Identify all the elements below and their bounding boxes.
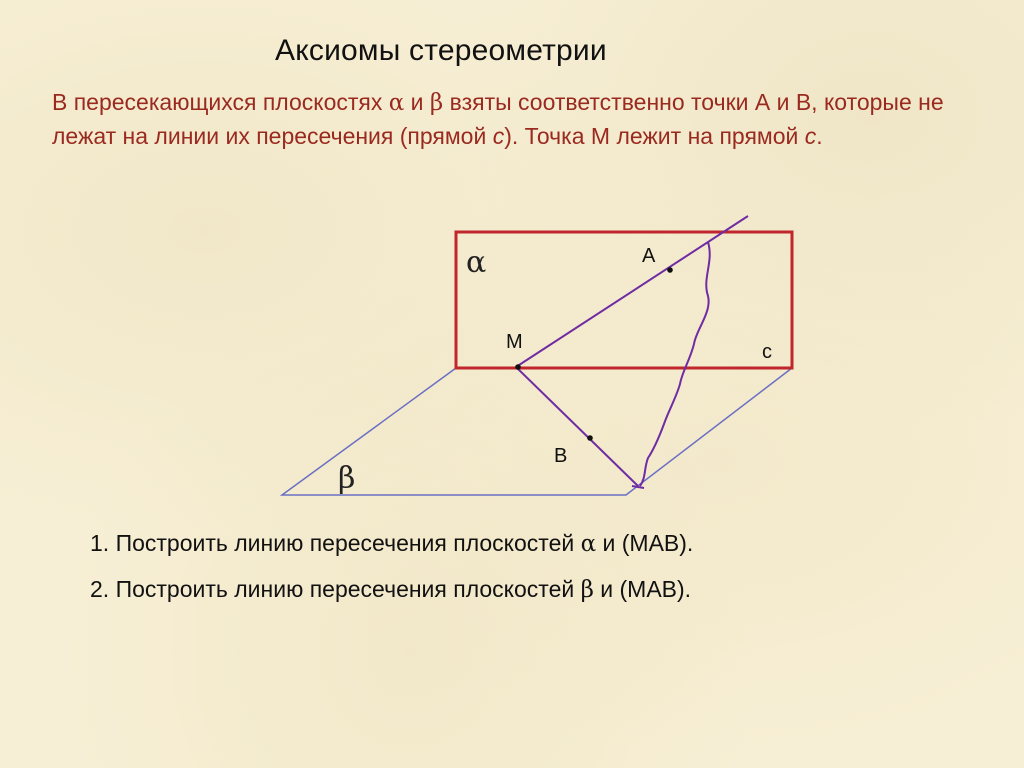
- intersection-tick: [632, 486, 644, 488]
- label-M: M: [506, 331, 523, 353]
- label-c: c: [762, 341, 772, 363]
- task-2-beta: β: [580, 577, 594, 603]
- point-A-dot: [667, 267, 673, 273]
- line-MA: [516, 216, 748, 367]
- statement-text-3: ). Точка М лежит на прямой: [504, 123, 805, 149]
- task-1-text: 1. Построить линию пересечения плоскостей: [90, 530, 581, 556]
- label-beta: β: [338, 461, 356, 496]
- point-B-dot: [587, 435, 593, 441]
- task-1-end: и (МАВ).: [596, 530, 694, 556]
- label-alpha: α: [466, 245, 487, 280]
- point-M-dot: [515, 364, 521, 370]
- task-1-alpha: α: [580, 531, 597, 557]
- statement-and: и: [404, 89, 430, 115]
- statement-text-4: .: [816, 123, 823, 149]
- statement-text-2: взяты соответственно точки А и В, которые не лежат на линии их пересечения (прямой: [52, 89, 944, 149]
- task-1: [90, 530, 693, 557]
- line-MB: [516, 367, 638, 486]
- slide-title: Аксиомы стереометрии: [275, 34, 607, 67]
- statement-beta: β: [429, 90, 444, 116]
- statement-alpha: α: [388, 90, 405, 116]
- label-B: B: [554, 445, 568, 467]
- task-2-end: и (МАВ).: [593, 576, 692, 602]
- statement-text-1: В пересекающихся плоскостях: [52, 89, 389, 115]
- statement-line-c-1: c: [492, 123, 505, 149]
- statement-line-c-2: c: [804, 123, 817, 149]
- label-A: A: [642, 245, 656, 267]
- task-2-text: 2. Построить линию пересечения плоскостей: [90, 576, 581, 602]
- task-2: [90, 576, 691, 603]
